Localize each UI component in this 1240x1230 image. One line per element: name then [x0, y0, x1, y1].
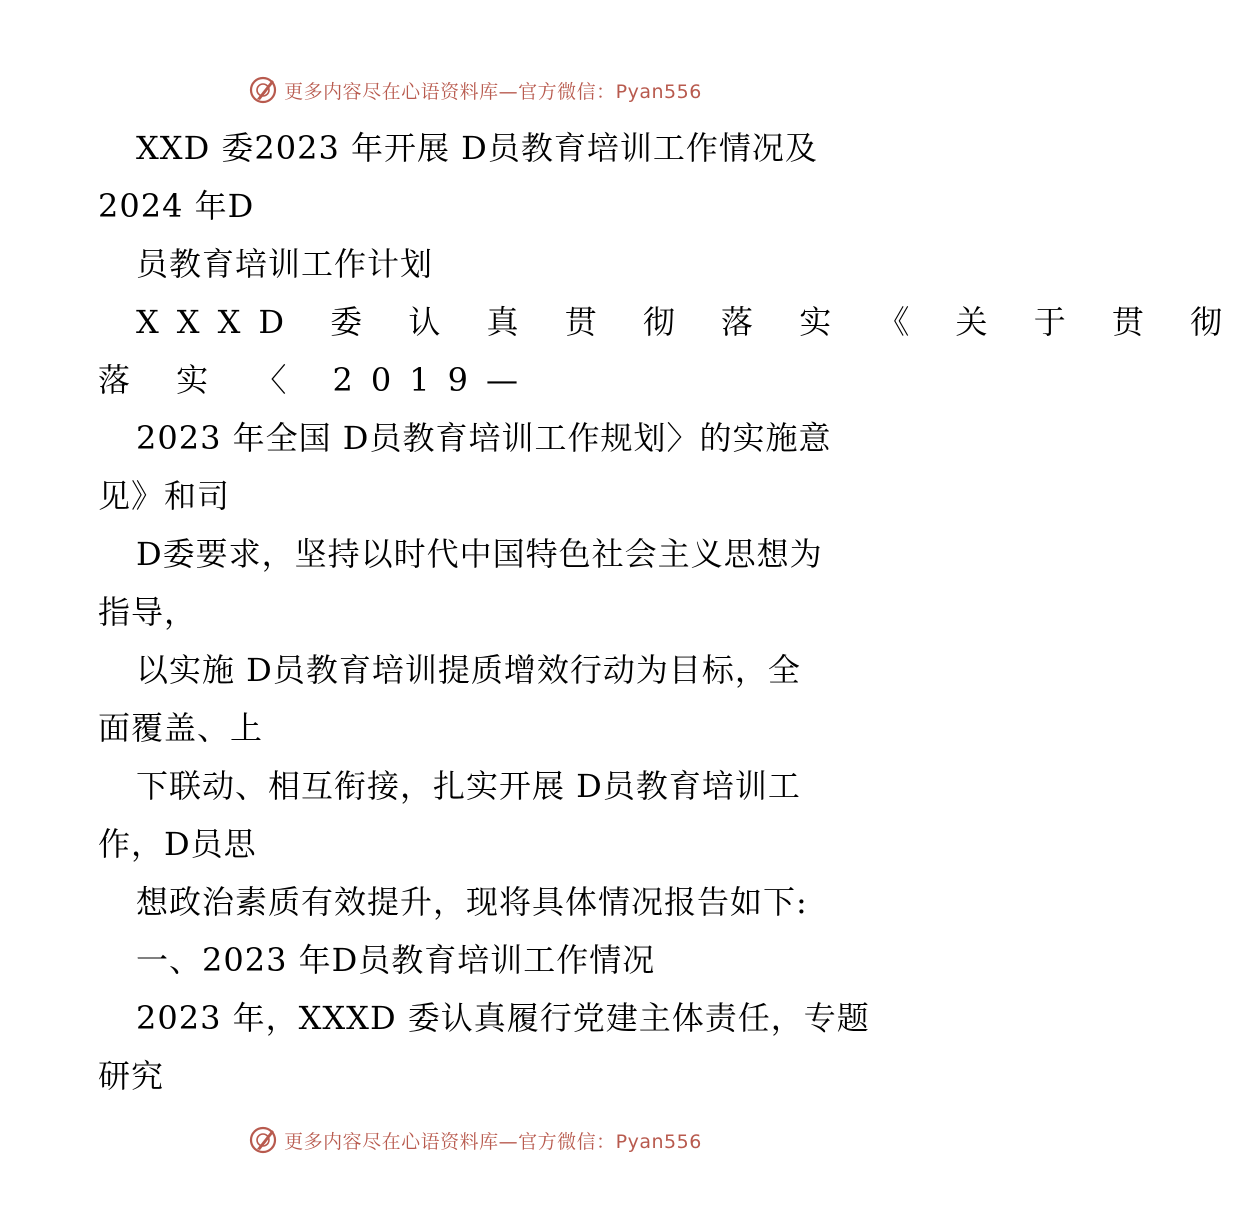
section-heading: 一、2023 年D员教育培训工作情况: [136, 941, 656, 979]
text-line: XXXD 委 认 真 贯 彻 落 实 《 关 于 贯 彻: [136, 303, 1240, 341]
text-line: D委要求，坚持以时代中国特色社会主义思想为: [136, 535, 823, 573]
text-line: 指导，: [98, 593, 198, 631]
text-line: 落 实 〈 2019—: [98, 361, 536, 399]
text-line: 以实施 D员教育培训提质增效行动为目标，全: [136, 651, 801, 689]
text-line: 作，D员思: [98, 825, 257, 863]
text-line: 2023 年，XXXD 委认真履行党建主体责任，专题: [136, 999, 870, 1037]
text-line: 2023 年全国 D员教育培训工作规划〉的实施意: [136, 419, 832, 457]
footer-watermark: [0, 1120, 950, 1160]
text-line: 面覆盖、上: [98, 709, 264, 747]
watermark-text: 更多内容尽在心语资料库—官方微信：Pyan556: [284, 80, 702, 103]
text-line: 2024 年D: [98, 187, 255, 225]
text-line: 见》和司: [98, 477, 231, 515]
quill-seal-icon: [248, 1125, 278, 1155]
text-line: XXD 委2023 年开展 D员教育培训工作情况及: [136, 129, 818, 167]
quill-seal-icon: [248, 75, 278, 105]
text-line: 研究: [98, 1057, 165, 1095]
header-watermark: [0, 70, 950, 110]
watermark-text: 更多内容尽在心语资料库—官方微信：Pyan556: [284, 1130, 702, 1153]
text-line: 下联动、相互衔接，扎实开展 D员教育培训工: [136, 767, 801, 805]
text-line: 想政治素质有效提升，现将具体情况报告如下:: [136, 883, 808, 921]
text-line: 员教育培训工作计划: [136, 245, 434, 283]
